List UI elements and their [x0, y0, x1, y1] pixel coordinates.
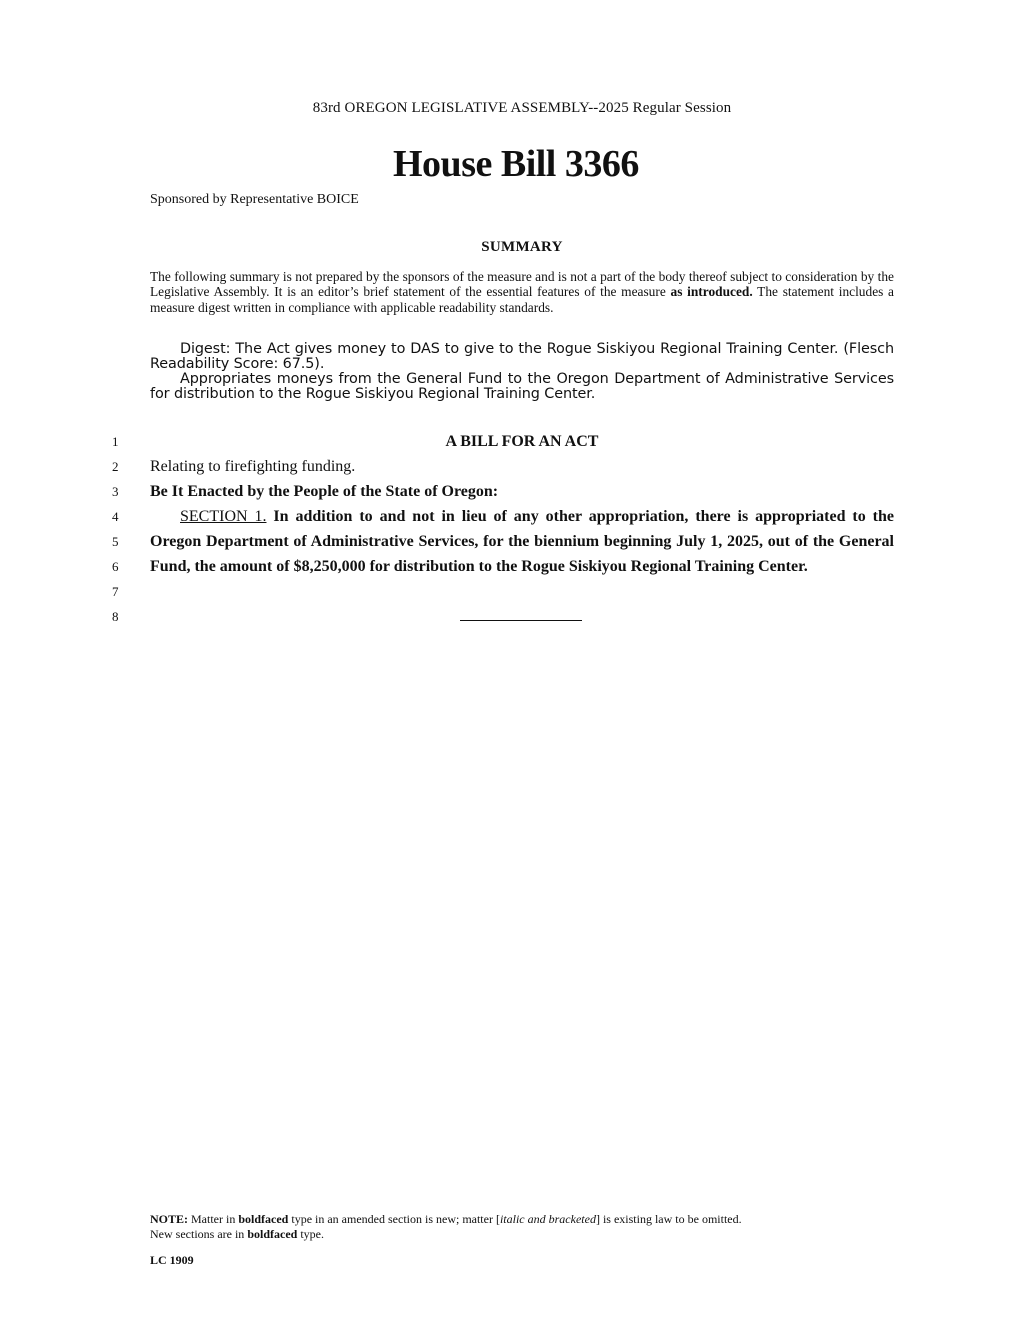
summary-text-start: The following summary is not prepared by the sponsors of the measure and is not a part of the body thereof subject to consideration by the Legislative Assembly. It is an editor’s brief statement of the essential features of the measure — [150, 269, 894, 300]
note-text: ] is existing law to be omitted. — [595, 1212, 742, 1226]
end-rule — [460, 620, 582, 621]
footer-note — [150, 1212, 910, 1242]
appropriation-line: Appropriates moneys from the General Fund to the Oregon Department of Administrative Services for distribution to the Rogue Siskiyou Regional Training Center. — [150, 371, 894, 402]
note-text: Matter in — [191, 1212, 236, 1226]
sponsor-line: Sponsored by Representative BOICE — [150, 192, 359, 207]
summary-text-end: The statement includes a measure digest written in compliance with applicable readability standards. — [150, 284, 894, 315]
digest-block — [150, 342, 894, 402]
note-label: NOTE: — [150, 1212, 189, 1226]
line-number: 8 — [112, 609, 119, 624]
section-label: SECTION 1. — [180, 508, 267, 525]
note-text: type in an amended section is new; matter [ — [291, 1212, 500, 1226]
act-heading: A BILL FOR AN ACT — [445, 433, 599, 450]
line-number: 6 — [112, 559, 119, 574]
line-numbers — [112, 429, 132, 629]
note-text: New sections are in — [150, 1227, 245, 1241]
digest-line: Digest: The Act gives money to DAS to give to the Rogue Siskiyou Regional Training Center. (Flesch Readability Score: 67.5). — [150, 341, 894, 372]
note-bold: boldfaced — [238, 1212, 289, 1226]
enacting-clause: Be It Enacted by the People of the State of Oregon: — [150, 483, 499, 500]
section-1 — [150, 504, 894, 579]
summary-heading: SUMMARY — [481, 239, 563, 255]
line-number: 2 — [112, 459, 119, 474]
line-number: 7 — [112, 584, 119, 599]
line-number: 1 — [112, 434, 119, 449]
bill-body — [150, 429, 894, 579]
relating-clause: Relating to firefighting funding. — [150, 458, 356, 475]
summary-paragraph — [150, 269, 894, 315]
note-bold: boldfaced — [247, 1227, 298, 1241]
note-italic: italic and bracketed — [499, 1212, 596, 1226]
line-number: 4 — [112, 509, 119, 524]
bill-title: House Bill 3366 — [393, 143, 639, 185]
line-number: 3 — [112, 484, 119, 499]
summary-text-bold: as introduced. — [670, 284, 753, 300]
session-header: 83rd OREGON LEGISLATIVE ASSEMBLY--2025 Regular Session — [312, 100, 732, 116]
section-text: In addition to and not in lieu of any other appropriation, there is appropriated to the Oregon Department of Administrative Services, for the biennium beginning July 1, 2025, out of the General Fund, the amount of $8,250,000 for distribution to the Rogue Siskiyou Regional Training Center. — [150, 508, 895, 575]
note-text: type. — [300, 1227, 324, 1241]
line-number: 5 — [112, 534, 119, 549]
lc-number: LC 1909 — [150, 1253, 194, 1267]
